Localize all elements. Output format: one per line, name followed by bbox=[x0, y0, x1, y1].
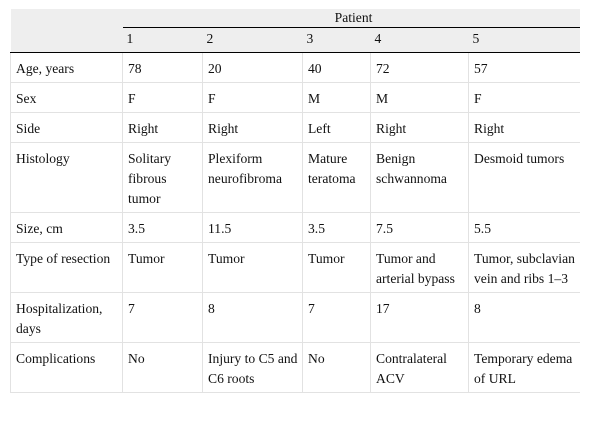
table-cell: Desmoid tumors bbox=[469, 143, 581, 213]
row-label: Side bbox=[11, 113, 123, 143]
table-row bbox=[11, 83, 581, 113]
patient-number-header: 5 bbox=[469, 28, 581, 53]
patient-number-header: 1 bbox=[123, 28, 203, 53]
table-cell: Right bbox=[371, 113, 469, 143]
patient-number-header: 3 bbox=[303, 28, 371, 53]
table-cell: 8 bbox=[203, 293, 303, 343]
table-cell: 3.5 bbox=[303, 213, 371, 243]
table-cell: F bbox=[203, 83, 303, 113]
table-cell: F bbox=[469, 83, 581, 113]
table-cell: 40 bbox=[303, 53, 371, 83]
table-cell: Mature teratoma bbox=[303, 143, 371, 213]
table-row bbox=[11, 53, 581, 83]
table-cell: 3.5 bbox=[123, 213, 203, 243]
table-row bbox=[11, 343, 581, 393]
table-cell: No bbox=[123, 343, 203, 393]
table-cell: F bbox=[123, 83, 203, 113]
table-cell: Right bbox=[203, 113, 303, 143]
table-cell: Injury to C5 and C6 roots bbox=[203, 343, 303, 393]
table-cell: M bbox=[371, 83, 469, 113]
table-cell: Left bbox=[303, 113, 371, 143]
table-cell: Benign schwannoma bbox=[371, 143, 469, 213]
table-cell: Contralateral ACV bbox=[371, 343, 469, 393]
table-cell: 57 bbox=[469, 53, 581, 83]
table-cell: 72 bbox=[371, 53, 469, 83]
table-row bbox=[11, 143, 581, 213]
table-cell: Plexiform neurofibroma bbox=[203, 143, 303, 213]
table-cell: Tumor bbox=[303, 243, 371, 293]
patient-number-header: 2 bbox=[203, 28, 303, 53]
table-cell: Right bbox=[469, 113, 581, 143]
table-cell: Solitary fibrous tumor bbox=[123, 143, 203, 213]
patient-table bbox=[10, 9, 580, 393]
table-cell: 17 bbox=[371, 293, 469, 343]
row-label: Size, cm bbox=[11, 213, 123, 243]
table-cell: 8 bbox=[469, 293, 581, 343]
row-label: Complications bbox=[11, 343, 123, 393]
table-row bbox=[11, 293, 581, 343]
table-cell: 7 bbox=[303, 293, 371, 343]
row-label: Age, years bbox=[11, 53, 123, 83]
header-corner-bottom bbox=[11, 28, 123, 53]
table-cell: 78 bbox=[123, 53, 203, 83]
table-cell: 20 bbox=[203, 53, 303, 83]
table-cell: Right bbox=[123, 113, 203, 143]
table-cell: Tumor bbox=[203, 243, 303, 293]
header-corner bbox=[11, 9, 123, 28]
row-label: Histology bbox=[11, 143, 123, 213]
table-cell: Tumor, subclavian vein and ribs 1–3 bbox=[469, 243, 581, 293]
table-cell: 7 bbox=[123, 293, 203, 343]
patient-table-container bbox=[10, 9, 580, 414]
table-cell: Tumor and arterial bypass bbox=[371, 243, 469, 293]
table-row bbox=[11, 243, 581, 293]
patient-number-header: 4 bbox=[371, 28, 469, 53]
table-row bbox=[11, 213, 581, 243]
row-label: Sex bbox=[11, 83, 123, 113]
row-label: Hospitalization, days bbox=[11, 293, 123, 343]
row-label: Type of resection bbox=[11, 243, 123, 293]
table-cell: 11.5 bbox=[203, 213, 303, 243]
table-cell: Temporary edema of URL bbox=[469, 343, 581, 393]
table-row bbox=[11, 113, 581, 143]
patient-group-header: Patient bbox=[123, 9, 581, 28]
table-body bbox=[11, 53, 581, 393]
table-header bbox=[11, 9, 581, 53]
table-cell: No bbox=[303, 343, 371, 393]
table-cell: 7.5 bbox=[371, 213, 469, 243]
table-cell: M bbox=[303, 83, 371, 113]
table-cell: Tumor bbox=[123, 243, 203, 293]
table-cell: 5.5 bbox=[469, 213, 581, 243]
